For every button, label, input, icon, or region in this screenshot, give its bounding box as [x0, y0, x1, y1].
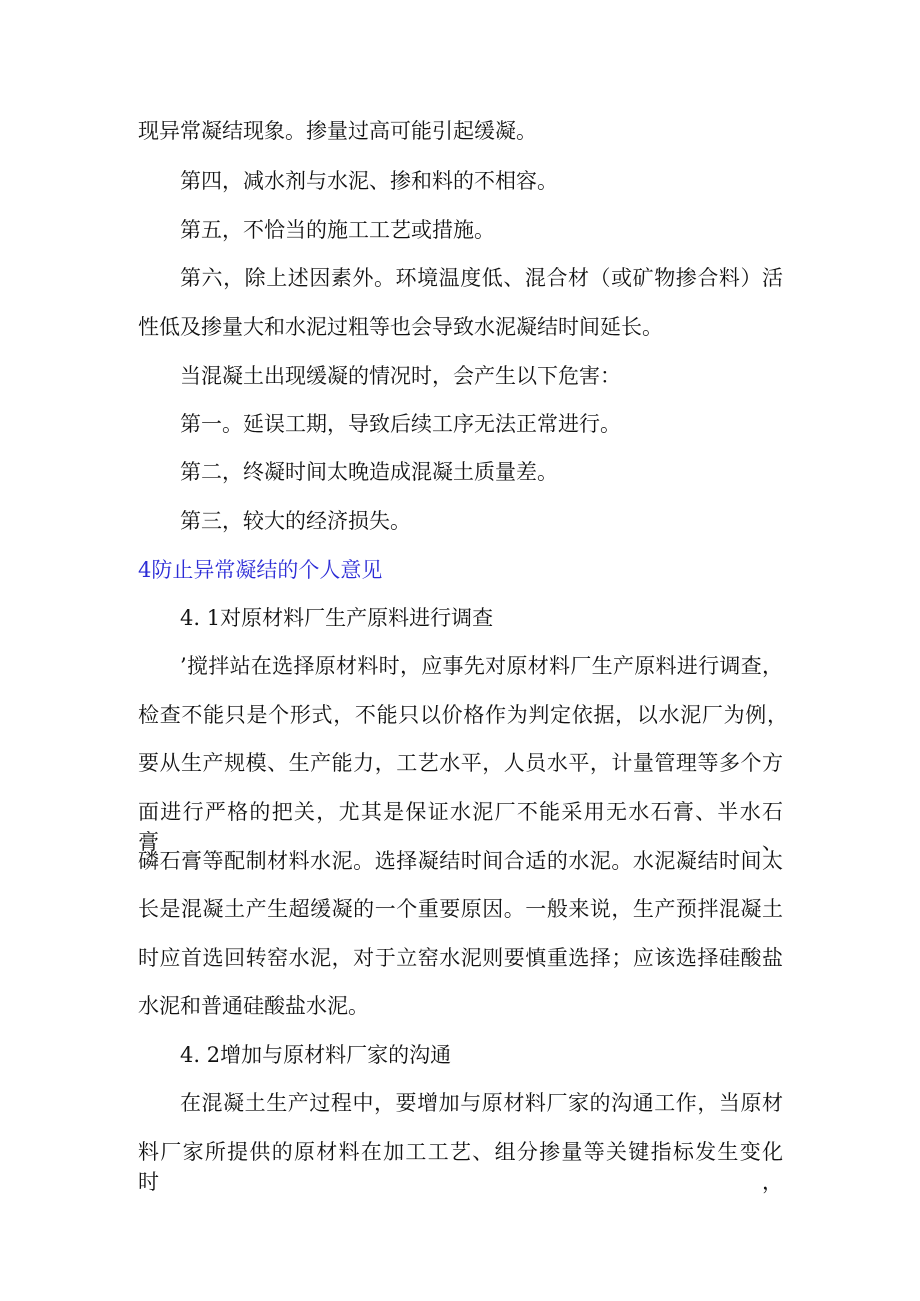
paragraph-line: 第一。延误工期，导致后续工序无法正常进行。: [180, 412, 621, 436]
paragraph-line: 第二，终凝时间太晚造成混凝土质量差。: [180, 460, 558, 484]
paragraph-line: 磷石膏等配制材料水泥。选择凝结时间合适的水泥。水泥凝结时间太: [138, 849, 783, 873]
paragraph-line: 面进行严格的把关，尤其是保证水泥厂不能采用无水石膏、半水石膏、: [138, 800, 783, 854]
paragraph-line: 长是混凝土产生超缓凝的一个重要原因。一般来说，生产预拌混凝土: [138, 897, 783, 921]
paragraph-line: 第三，较大的经济损失。: [180, 509, 411, 533]
paragraph-line: 第六，除上述因素外。环境温度低、混合材（或矿物掺合料）活: [180, 266, 783, 290]
paragraph-line: 当混凝土出现缓凝的情况时，会产生以下危害：: [180, 364, 621, 388]
subsection-heading: 4. 1对原材料厂生产原料进行调查: [180, 606, 494, 630]
paragraph-line: 现异常凝结现象。掺量过高可能引起缓凝。: [138, 119, 537, 143]
paragraph-line: 料厂家所提供的原材料在加工工艺、组分掺量等关键指标发生变化时，: [138, 1140, 783, 1194]
paragraph-line: ’搅拌站在选择原材料时，应事先对原材料厂生产原料进行调查，: [180, 654, 783, 678]
paragraph-line: 检查不能只是个形式，不能只以价格作为判定依据，以水泥厂为例，: [138, 703, 788, 727]
subsection-heading: 4. 2增加与原材料厂家的沟通: [180, 1043, 452, 1067]
paragraph-line: 第四，减水剂与水泥、掺和料的不相容。: [180, 169, 558, 193]
paragraph-line: 在混凝土生产过程中，要增加与原材料厂家的沟通工作，当原材: [180, 1091, 783, 1115]
paragraph-line: 性低及掺量大和水泥过粗等也会导致水泥凝结时间延长。: [138, 315, 663, 339]
paragraph-line: 时应首选回转窑水泥，对于立窑水泥则要慎重选择；应该选择硅酸盐: [138, 946, 783, 970]
paragraph-line: 要从生产规模、生产能力，工艺水平，人员水平，计量管理等多个方: [138, 751, 783, 775]
section-heading: 4防止异常凝结的个人意见: [138, 558, 383, 582]
paragraph-line: 水泥和普通硅酸盐水泥。: [138, 994, 369, 1018]
paragraph-line: 第五，不恰当的施工工艺或措施。: [180, 218, 495, 242]
